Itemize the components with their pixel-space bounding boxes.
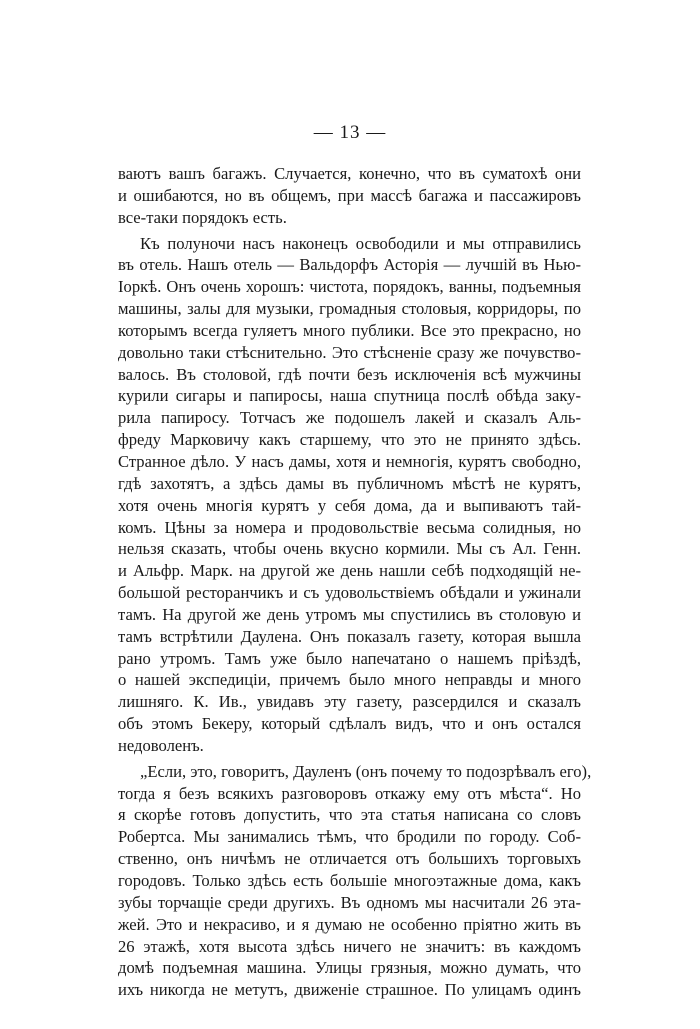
- text-line: фреду Марковичу какъ старшему, что это не принято здѣсь.: [118, 430, 581, 450]
- text-line: машины, залы для музыки, громадныя столовыя, корридоры, по: [118, 299, 581, 319]
- text-line: гдѣ захотятъ, а здѣсь дамы въ публичномъ мѣстѣ не курятъ,: [118, 473, 581, 493]
- text-line: о нашей экспедиціи, причемъ было много неправды и много: [118, 670, 581, 690]
- text-line: валось. Въ столовой, гдѣ почти безъ исключенія всѣ мужчины: [118, 364, 581, 384]
- page-number: — 13 —: [313, 122, 387, 143]
- text-line: и Альфр. Марк. на другой же день нашли себѣ подходящій не-: [118, 561, 581, 581]
- text-line: рила папиросу. Тотчасъ же подошелъ лакей и сказалъ Аль-: [118, 408, 581, 428]
- text-line: ихъ никогда не метутъ, движеніе страшное. По улицамъ одинъ: [118, 980, 581, 1000]
- text-line: домѣ подъемная машина. Улицы грязныя, можно думать, что: [118, 958, 581, 978]
- text-line: тамъ встрѣтили Дауленa. Онъ показалъ газету, которая вышла: [118, 626, 581, 646]
- text-line: довольно таки стѣснительно. Это стѣсненіе сразу же почувство-: [118, 342, 581, 362]
- text-line: нельзя сказать, чтобы очень вкусно кормили. Мы съ Ал. Генн.: [118, 539, 581, 559]
- text-line: Іоркѣ. Онъ очень хорошъ: чистота, порядокъ, ванны, подъемныя: [118, 277, 581, 297]
- text-line: „Если, это, говоритъ, Дауленъ (онъ почему то подозрѣвалъ его),: [140, 761, 592, 781]
- paragraph-2: [118, 233, 581, 757]
- text-line: объ этомъ Бекеру, который сдѣлалъ видъ, что и онъ остался: [118, 714, 581, 734]
- text-line: недоволенъ.: [118, 735, 204, 755]
- text-line: зубы торчащіе среди другихъ. Въ одномъ мы насчитали 26 эта-: [118, 892, 581, 912]
- text-line: большой ресторанчикъ и съ удовольствіемъ обѣдали и ужинали: [118, 583, 581, 603]
- paragraph-1: [118, 163, 581, 229]
- text-line: комъ. Цѣны за номера и продовольствіе весьма солидныя, но: [118, 517, 581, 537]
- text-line: лишняго. К. Ив., увидавъ эту газету, разсердился и сказалъ: [118, 692, 581, 712]
- text-line: рано утромъ. Тамъ уже было напечатано о нашемъ пріѣздѣ,: [118, 648, 581, 668]
- text-line: Странное дѣло. У насъ дамы, хотя и немногія, курятъ свободно,: [118, 451, 581, 471]
- paragraph-3: [118, 761, 592, 1001]
- text-line: хотя очень многія курятъ у себя дома, да и выпиваютъ тай-: [118, 495, 581, 515]
- text-line: Къ полуночи насъ наконецъ освободили и мы отправились: [140, 233, 581, 253]
- text-line: ваютъ вашъ багажъ. Случается, конечно, что въ суматохѣ они: [118, 164, 581, 183]
- text-line: тогда я безъ всякихъ разговоровъ откажу ему отъ мѣста“. Но: [118, 783, 581, 803]
- text-line: я скорѣе готовъ допустить, что эта статья написана со словъ: [118, 805, 581, 825]
- text-line: ственно, онъ ничѣмъ не отличается отъ большихъ торговыхъ: [118, 849, 581, 869]
- text-line: все-таки порядокъ есть.: [118, 207, 287, 227]
- text-line: городовъ. Только здѣсь есть большіе многоэтажные дома, какъ: [118, 871, 581, 890]
- text-line: и ошибаются, но въ общемъ, при массѣ багажа и пассажировъ: [118, 185, 581, 205]
- text-line: тамъ. На другой же день утромъ мы спустились въ столовую и: [118, 604, 581, 624]
- text-line: въ отель. Нашъ отель — Вальдорфъ Асторія — лучшій въ Нью-: [118, 255, 581, 275]
- text-line: Робертса. Мы занимались тѣмъ, что бродили по городу. Соб-: [118, 827, 581, 847]
- text-line: курили сигары и папиросы, наша спутница послѣ обѣда заку-: [118, 386, 581, 406]
- text-line: жей. Это и некрасиво, и я думаю не особенно пріятно жить въ: [118, 914, 581, 934]
- text-line: 26 этажѣ, хотя высота здѣсь ничего не значитъ: въ каждомъ: [118, 936, 581, 956]
- text-line: которымъ всегда гуляетъ много публики. Все это прекрасно, но: [118, 320, 581, 340]
- body-text: [118, 163, 592, 1001]
